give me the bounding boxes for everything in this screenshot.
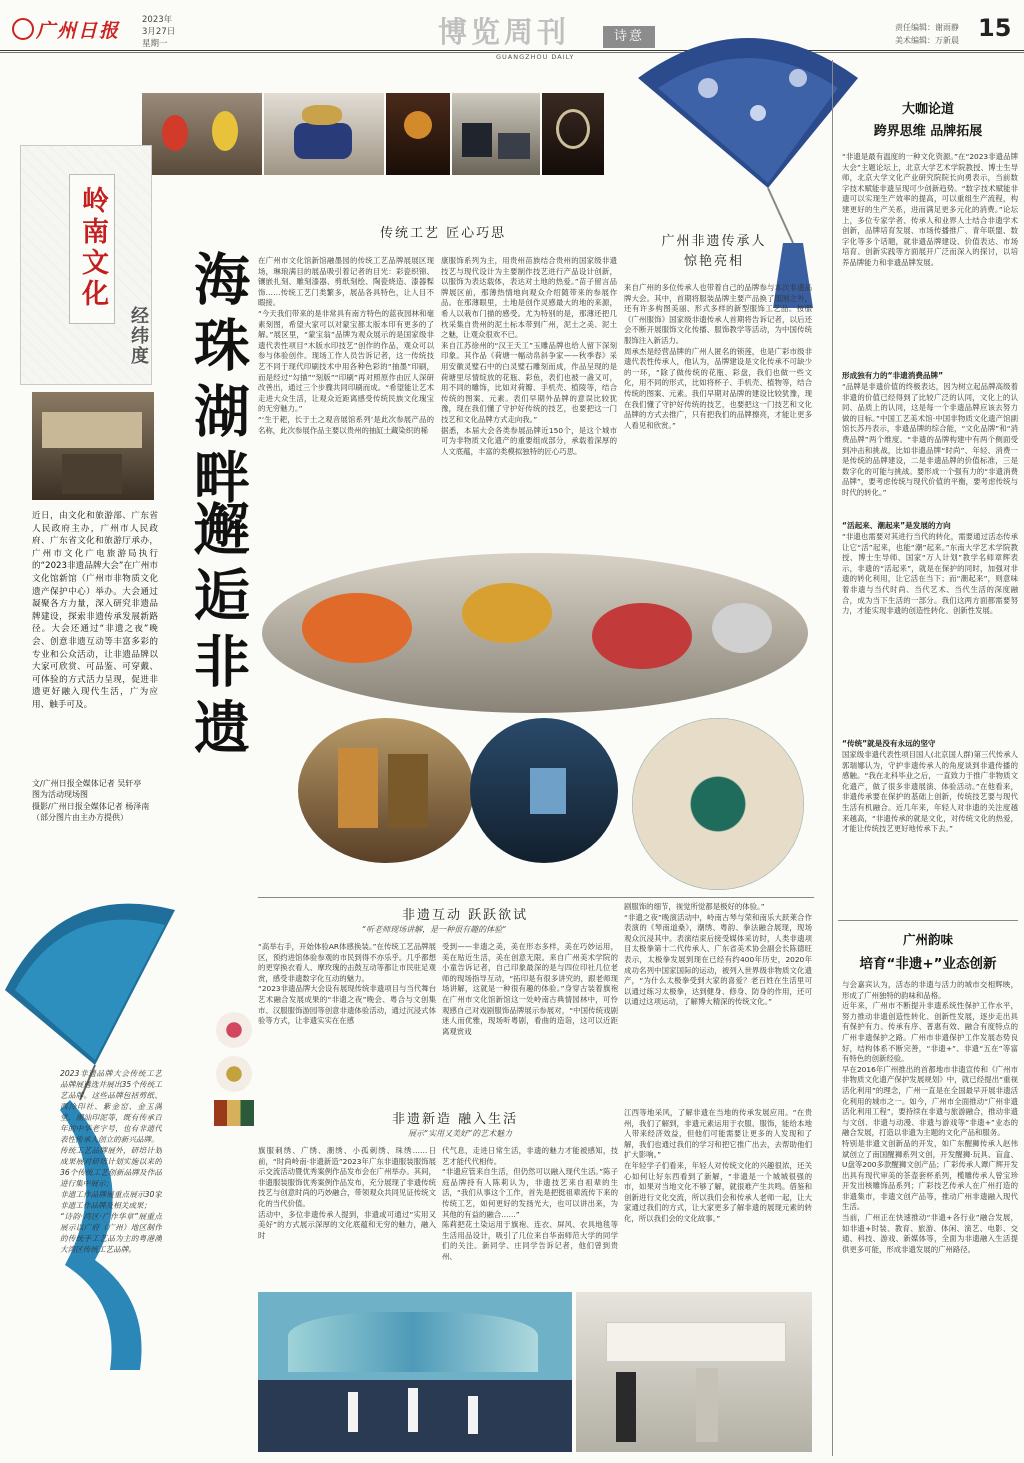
yun-text: 与会嘉宾认为，活态的非遗与活力的城市交相辉映，形成了广州独特的韵味和品格。 近年来，广州市不断提升非遗系统性保护工作水平，努力推动非遗创造性转化、创新性发展，逐步走出具有保护有力、传承有序、普惠有效、融合有度特点的广州非遗保护之路。广州市非遗保护工作发展态势良好，结构体系不断完善，“非遗+”、非遗“五在”等富有特色的创新经验。 早在2016年广州推出的首都地市非遗宣传和《广州市非物质文化遗产保护发展规划》中，就已经提出“重视活化利用”的理念，广州一直是在全国最早开展非遗活化利用的城市之一。如今，广州市全面推动“广州非遗活化利用工程”，要持续在非遗与旅游融合，推动非遗与文创、非遗与动漫、非遗与游戏等“非遗+”业态的融合发展，打造以非遗为主题的文化产品和服务。 特别是非遗文创新品的开发，如广东醒狮传承人赵伟斌创立了南国醒狮系列文创，开发醒狮·玩具、盲盒、U盘等200多款醒狮文创产品；广彩传承人谭广辉开发出具有现代审美的茶壶套杯系列，榄雕传承人曾宝珍开发出核雕饰品系列；广彩技艺传承人在广州打造的非遗集市，非遗文创产品等，推动广州非遗融入现代生活。 当前，广州正在快速推动“非遗+各行业”融合发展，如非遗+时装、教育、旅游、体闲、演艺、电影、交通、科技、游戏、新媒体等，全面为非遗融入生活提供更多可能，形成非遗发展的广州路径。 (842, 980, 1018, 1254)
new-heading: 非遗新造 融入生活 (392, 1112, 519, 1127)
photo-necklace (542, 93, 604, 175)
section-title: 博览周刊 (438, 15, 571, 49)
sidebar-divider (832, 60, 833, 1456)
forum-paragraph-1: “非遗是最有温度的一种文化资源。”在“2023非遗品牌大会”主题论坛上，北京大学艺术学院教授、博士生导师，北京大学文化产业研究院院长向勇表示，当前数字技术赋能非遗呈现可少创新趋势。“数字技术赋能非遗可以实现生产效率的提高，可以重组生产流程，构建更好的生产关系，进而满足更多元化的消费。”论坛上，多位专家学者、传承人和业界人士结合非遗学术创新，品牌培育发展、市场传播推广、青年联盟、数字化等多个话题，就非遗品牌建设、价值表达、市场培育、创新实践等方面展开广泛而深入的探讨，以培养品牌能力和非遗品牌发展。 (842, 152, 1018, 267)
paper-logo-icon (12, 18, 34, 40)
fan-top-decoration (618, 18, 828, 228)
column-banner-subtitle: 经纬度 (128, 306, 149, 366)
interactive-col-2: 受到——非遗之美，美在形态多样，美在巧妙运用，美在贴近生活，美在创意无限。来自广州美术学院的小童告诉记者，自己印象最深的是与四位印社几位老师的现场指导互动，“拓印是有很多讲究的，跟老师现场讲解，这就是一种很有趣的体验。”身穿古装着旗袍在广州市文化馆新馆这一处岭南古典情园林中，可怜观感自己对戏剧服饰品牌展示参展对，“中国传统戏剧迷人而优雅，现场听粤剧，看曲的造诣，这可以近距离观赏戏 (442, 942, 618, 1036)
embroidery-circle-1 (216, 1012, 252, 1048)
forum-subhead-3: “传统”就是没有永远的坚守 (842, 739, 936, 748)
column-banner (20, 145, 152, 385)
photo-stage-taichi (258, 1292, 572, 1452)
new-subheading: 展示“实用又美好”的艺术魅力 (408, 1129, 513, 1138)
forum-paragraph-2: “品牌是非遗价值的终极表达，因为树立起品牌高级着非遗的价值已经得到了比较广泛的认同，文化上的认同、品质上的认同，这是每一个非遗品牌应该去努力做的目标。”中国工艺美术馆·中国非物质文化遗产馆副馆长苏丹表示，非遗品牌的综合能，“文化品牌”和“消费品牌”两个维度。“非遗的品牌构建中有两个侧面受到冲击和挑战，比如非遗品牌“时尚”、年轻、消费一是传统的品牌建设，二是非遗品牌的价值标准，三是数字化的可能与挑战。要形成一个强有力的“非遗消费品牌”，要考虑传统与现代价值的平衡，要考虑传统与时代的转化。” (842, 382, 1018, 497)
forum-paragraph-4: 国家级非遗代表性项目国人(北京国人群)第三代传承人郭瑞娜认为，守护非遗传承人的角度谈到非遗传播的感触。“我在北科毕业之后，一直致力于推广非物质文化遗产，做了很多非遗展演、体验活动。”在他看来，非遗传承要在保护的基础上创新，传统技艺要与现代生活有机融合。近几年来，年轻人对非遗的关注度越来越高，“非遗传承的就是文化，对传统文化的热爱，才能让传统技艺更好地传承下去。” (842, 750, 1018, 834)
photo-exhibition-hall (32, 392, 154, 500)
date-year: 2023年 (142, 15, 173, 25)
embroidery-circle-2 (216, 1056, 252, 1092)
interactive-col-3: 剧服饰的细节，视觉所觉都是极好的体验。” “非遗之夜”晚演活动中，岭南古琴与荣和南乐大跃莱合作表演的《琴南道桑》，潮绣、粤韵、拳法融合展现，现场观众沉浸其中。表演结束后接受媒体采访时，人类非遗项目太极拳第十二代传承人、广东省美术协会副会长陈德旺表示，太极拳发展到现在已经有约400年历史，2020年成功名列中国家国际的运动，被列入世界级非物质文化遗产，“为什么太极拳受到大家的喜爱？老百姓在生活里可以通过练习太极拳，达到健身、修身、防身的作用，还可以通过这项运动，了解博大精深的传统文化。” (624, 902, 812, 1007)
paper-name: 广州日报 (36, 20, 121, 42)
section-english: GUANGZHOU DAILY (496, 53, 575, 61)
photo-pendant (470, 718, 618, 863)
craft-col-1: 在广州市文化馆新馆融墨园的传统工艺品牌展展区现场，琳琅满目的展品吸引着记者的目光：彩瓷织锦、镶嵌扎刻、雕刻漆器、剪纸刻绘、陶瓷烧造、漆器髹饰……传统工艺门类繁多，展品各具特色，让人目不暇接。 “今天我们带来的是非常具有南方特色的蓝夜园林和毫素刻图，希望大家可以对蒙宝都太版本印有更多的了解。”展区里，“蒙宝翁”品牌为观众展示的是国家级非遗代表性项目“木版水印技艺”创作的作品，观众可以参与体验创作。现场工作人员告诉记者，这一传统技艺不同于现代印刷技术中用各种色彩的“抽墨”印刷，而是经过“勾描”“刻版”“印刷”再对照原作由匠人深研改善出，通过三个步骤共同印刷而成。“希望能让艺术走进大众生活，让观众近距离感受传统民族文化瑰宝的无穷魅力。” “‘生于耙，长于土之观音展馆系列’是此次参展产品的名称，此次参展作品主要以贵州的抽缸土藏染织的稀 (258, 256, 434, 435)
photo-shop-display (452, 93, 540, 175)
heir-heading-line-1: 广州非遗传承人 (661, 234, 767, 249)
embroidery-swatches (214, 1100, 254, 1126)
photo-garments (298, 718, 474, 863)
photo-fish-lanterns (262, 553, 808, 713)
craft-col-3: 来自广州的多位传承人也带着自己的品牌参与本次非遗品牌大会。其中，首期将服装品牌主要产品换了服刚之外，还有许多构图美丽、形式多样的新型服饰工艺品。按服《广州服饰》国家级非遗传承人首期将告诉记者，以后还会不断开展服饰文化传播、服饰教学等活动，为中国传统服饰注入新活力。 周承杰是经营品牌的广州人匿名的锁莲，也是广彩市级非遗代表性传承人，他认为，品牌建设是文化传承不可缺少的一环，“除了做传统的花瓶、彩盘，我们也做一些文化，用不同的形式，比如将杯子、手机壳、植物等，结合传统的图案、元素。我们早期对品牌的建设比较犹豫，现在我们懂了守护好传统的技艺，也要把这一门技艺和文化品牌的方式去推广，只有把我们的品牌擦亮，才能让更多人看见和欣赏。” (624, 283, 812, 430)
forum-title: 跨界思维 品牌拓展 (873, 124, 983, 139)
sidebar-divider-h (838, 920, 1018, 921)
interactive-heading: 非遗互动 跃跃欲试 (402, 908, 529, 923)
photo-opera-masks (142, 93, 262, 175)
headline-line-1: 海珠湖畔 (185, 250, 251, 514)
photo-coral-craft (386, 93, 450, 175)
craft-col-2: 康服饰系列为主，用贵州苗族结合贵州的国家级非遗技艺与现代设计为主要制作技艺进行产品设计创新，以服饰为表达载体，表达对土地的热爱。”苗子留言品牌展区前，那薄热情地向观众介绍随带来的参展作品。在那薄眼里，土地是创作灵感最大的地的来源，希人以栽布门描的感受。尤为特别的是，那薄还把几枕采集自贵州的泥土标本带到广州，泥土之美、泥土之魅，让观众很欢不已。 来自江苏徐州的“汉王天工”玉雕品牌也给人留下深刻印象。其作品《荷塘一幅动帛斜争家——秋季春》采用安徽灵璧石中的白灵璧石雕刻而成，作品呈现的是荷塘里尽情绽放的花瓶、彩鱼，表们也被一盏又可，用不同的雕饰，比如对荷瓣、手机壳、植陵等，结合传统的图案、元素。表们早期外品牌的意误比较犹豫，现在我们懂了守护好传统的技艺，也要把这一门技艺和文化品牌方式走向我。” 据悉，本届大会各类参展品牌近150个，是这个城市可为非物质文化遗产的重要组成部分，承载着深厚的人文底蕴，丰富的类模拟独特的匠心巧思。 (441, 256, 617, 456)
headline-line-2: 邂逅非遗 (185, 500, 251, 764)
intro-text: 近日，由文化和旅游部、广东省人民政府主办，广州市人民政府、广东省文化和旅游厅承办，广州市文化广电旅游局执行的“2023非遗品牌大会”在广州市文化馆新馆（广州市非物质文化遗产保护中心）举办。大会通过凝聚各方力量，深入研究非遗品牌建设，探索非遗传承发展新路径。大会还通过“非遗之夜”晚会、创意非遗互动等丰富多彩的专业和公众活动，让非遗品牌以大家可欣赏、可品鉴、可穿戴、可体验的方式活力呈现，促进非遗更好融入现代生活，广为应用、触手可及。 (32, 511, 158, 710)
forum-subhead-1: 形成独有力的“非遗消费品牌” (842, 371, 944, 380)
date-monthday: 3月27日 (142, 27, 176, 37)
page-number: 15 (978, 14, 1012, 42)
forum-label: 大咖论道 (901, 102, 954, 117)
weekday: 星期一 (142, 39, 168, 49)
column-banner-title: 岭南文化 (77, 186, 108, 310)
forum-subhead-2: “活起来、潮起来”是发展的方向 (842, 521, 951, 530)
yun-label: 广州韵味 (902, 932, 953, 947)
new-col-1: 旗服刺绣、广绣、潮绣、小孤刺绣、珠绣……日前，“时尚岭南·非遗新造”2023年广东非遗服装服饰展示交流活动暨优秀案例作品发布会在广州举办。其间，非遗服装服饰优秀案例作品发布，充分展现了非遗传统技艺与创意时尚的巧妙融合，带领观众共同见证传统文化的当代价值。 活动中，多位非遗传承人提到，非遗或可通过“实用又美好”的方式展示深厚的文化底蕴和无穷的魅力，融入时 (258, 1146, 436, 1240)
craft-heading: 传统工艺 匠心巧思 (380, 226, 507, 241)
forum-paragraph-3: “非遗也需要对其进行当代的转化，需要通过活态传承让它“活”起来，也能“潮”起来。”东南大学艺术学院教授、博士生导师、国家“万人计划”教学名师章辉表示，非遗的“活起来”，就是在保护的同时，加强对非遗的转化利用，让它活在当下；而“潮起来”，则意味着非遗与当代时尚、当代艺术、当代生活的深度融合，成为当下生活的一部分。我们这两方面都需要努力，才能实现非遗的创造性转化、创新性发展。 (842, 532, 1018, 616)
fan-caption: 2023非遗品牌大会传统工艺品牌展遴选并展出35个传统工艺品牌。这些品牌包括剪纸、西泠印社、紫金窑、金玉满堂、潮汕印泥等，既有传承百年的中华老字号，也有非遗代表性传承人创立的新兴品牌。 传统工艺品牌展外，研培计划成果展对研培计划实施以来的36个传统工艺创新品牌及作品进行集中展示； 非遗工作品牌展重点展示30家非遗工作品牌及相关成果； “诗韵·湾区·广作华章”展重点展示以广府（广州）地区制作的传统手工艺品为主的粤港澳大湾区传统工艺品牌。 (60, 1069, 162, 1254)
section-badge: 诗意 (603, 26, 655, 48)
fan-icon (618, 18, 878, 318)
photo-enamel-plate (632, 718, 804, 890)
interactive-subheading: “听老师现场讲解，是一种很有趣的体验” (362, 925, 507, 934)
photo-visitors (576, 1292, 812, 1452)
divider-mid (258, 897, 814, 898)
new-col-2: 代气息，走进日常生活，非遗的魅力才能被感知，技艺才能代代相传。 “非遗应管来自生活，但仍然可以融入现代生活。”陈子庭品牌持有人陈莉认为，非遗技艺来自祖辈的生活，“我们从事这个工作，首先是把挺祖辈流传下来的传统工艺，如何更好的发扬光大，也可以讲出来，为其他的有益的融合……” 陈莉把花土染运用于旗袍、连衣、屏风、衣具地毯等生活用品设计，吸引了几位来自华南师范大学的同学们的关注。新同学、庄同学告诉记者，他们曾到贵州、 (442, 1146, 618, 1261)
interactive-col-1: “高举右手，开始体验AR体感换装。”在传统工艺品牌展区，预约进馆体验参观的市民到得不亦乐乎。几乎都想的更穿换衣看人、摩玫瑰的击鼓互动等都让市民驻足观赏，感受非遗数字化互动的魅力。 “2023非遗品牌大会设有展现传统非遗项目与当代舞台艺术融合发展成果的“非遗之夜”晚会、粤合与文创集市、汉服服饰游园等创意非遗体验活动，通过沉浸式体验等方式，让非遗实实在在感 (258, 942, 436, 1026)
yun-title: 培育“非遗+”业态创新 (859, 956, 997, 972)
editor-line-1: 责任编辑：谢雨静 (895, 23, 959, 32)
intro-credit: 文/广州日报全媒体记者 吴轩亭 图为活动现场图 摄影/广州日报全媒体记者 杨泽南 （部分图片由主办方提供） (32, 779, 150, 823)
new-col-3: 江西等地采风，了解非遗在当地的传承发展应用。“在贵州，我们了解到，非遗元素运用于衣服、服饰，能给本地人带来经济效益，但他们可能需要让更多的人发现和了解，我们也通过我们的学习和把它推广出去，去帮助他们扩大影响。” 在年轻学子们看来，年轻人对传统文化的兴趣很浓，还关心如何让好东西看到了新解，“非遗是一个城城很强的市，如果对当地文化不够了解，就很难产生共鸣。借鉴和创新进行文化交流，所以我们会和传承人老师一起，让大家通过我们的方式，让大家更多了解非遗的展现元素的转化，所以我们会的文化故事。” (624, 1108, 812, 1223)
heir-heading-line-2: 惊艳亮相 (683, 254, 744, 269)
photo-cloisonne (264, 93, 384, 175)
editor-line-2: 美术编辑：万新晨 (895, 36, 959, 45)
